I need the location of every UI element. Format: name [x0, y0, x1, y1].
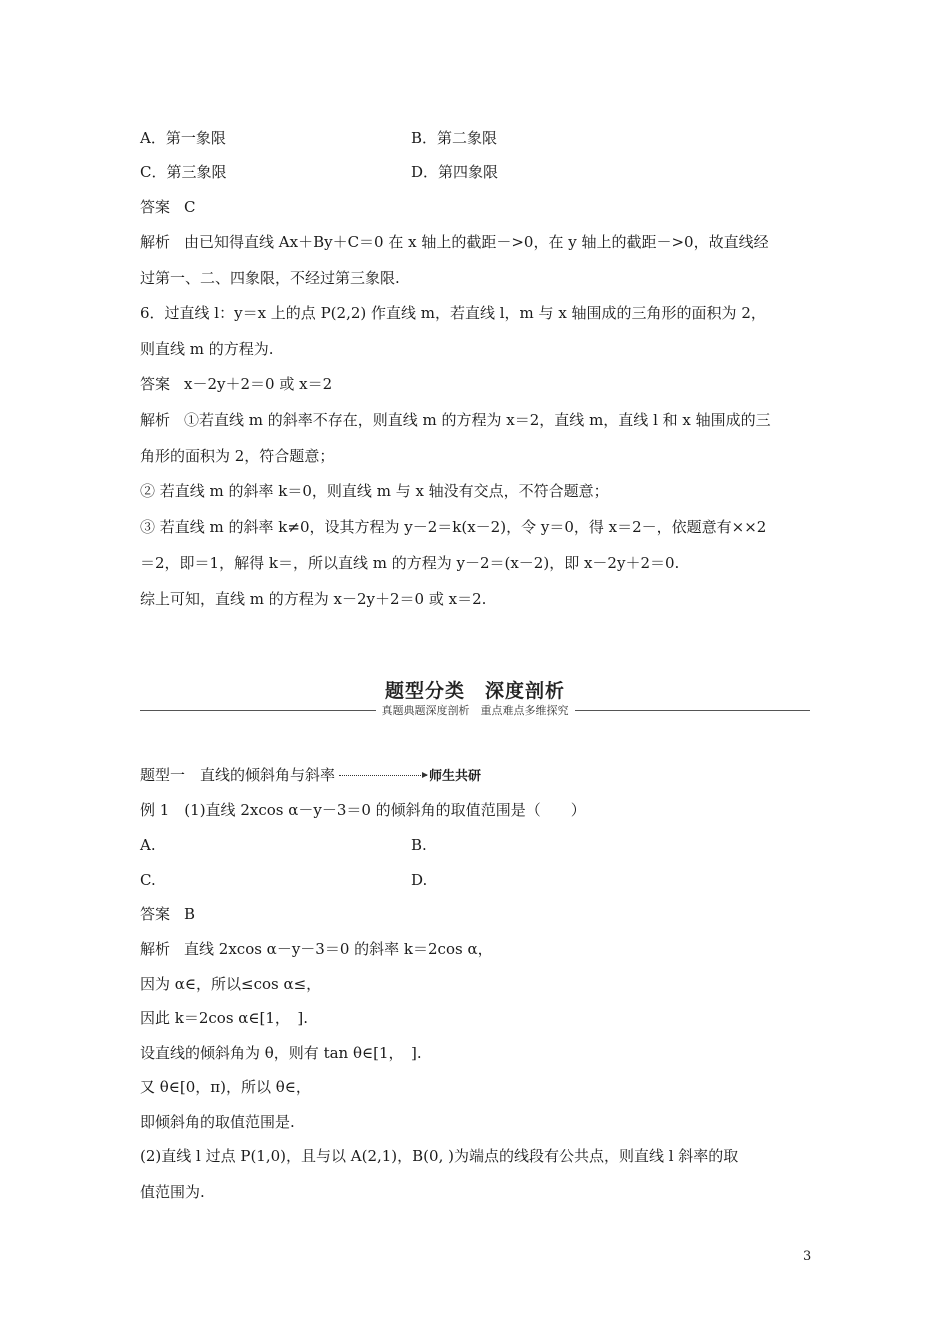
- ex1-option-a: A.: [140, 836, 156, 854]
- q6-analysis-line-3: ② 若直线 m 的斜率 k＝0，则直线 m 与 x 轴没有交点，不符合题意；: [140, 482, 609, 500]
- analysis-label: 解析: [140, 233, 171, 251]
- ex1-part2-line-1: (2)直线 l 过点 P(1,0)，且与以 A(2,1)，B(0, )为端点的线段有公共点，则直线 l 斜率的取: [140, 1147, 739, 1165]
- q5-option-d: D．第四象限: [411, 163, 499, 181]
- q6-analysis-line-5: ＝2，即＝1，解得 k＝，所以直线 m 的方程为 y－2＝(x－2)，即 x－2y＋2＝0.: [140, 554, 680, 572]
- analysis-text: 由已知得直线 Ax＋By＋C＝0 在 x 轴上的截距－>0，在 y 轴上的截距－>0，故直线经: [184, 233, 769, 251]
- q6-answer: [140, 374, 332, 394]
- ex1-analysis-line-2: 因为 α∈，所以≤cos α≤，: [140, 975, 322, 993]
- ex1-answer: [140, 904, 195, 924]
- answer-label: 答案: [140, 905, 171, 923]
- type1-heading: [140, 765, 481, 787]
- q6-analysis-line-1: [140, 410, 771, 430]
- q6-stem-line-1: 6．过直线 l：y＝x 上的点 P(2,2) 作直线 m，若直线 l，m 与 x 轴围成的三角形的面积为 2，: [140, 304, 766, 322]
- q6-analysis-line-2: 角形的面积为 2，符合题意；: [140, 447, 335, 465]
- ex1-analysis-line-1: [140, 939, 493, 959]
- ex1-analysis-line-3: 因此 k＝2cos α∈[1， ].: [140, 1009, 309, 1027]
- section-subtitle: [0, 702, 950, 718]
- q6-analysis-line-6: 综上可知，直线 m 的方程为 x－2y＋2＝0 或 x＝2.: [140, 590, 487, 608]
- section-title: 题型分类 深度剖析: [384, 680, 565, 702]
- q5-answer: [140, 197, 196, 217]
- q6-stem-line-2: 则直线 m 的方程为.: [140, 340, 274, 358]
- analysis-text: ①若直线 m 的斜率不存在，则直线 m 的方程为 x＝2，直线 m，直线 l 和 x 轴围成的三: [184, 411, 771, 429]
- section-subtitle-text: 真题典题深度剖析 重点难点多维探究: [376, 704, 575, 717]
- q5-option-c: C．第三象限: [140, 163, 227, 181]
- answer-value: C: [184, 198, 196, 216]
- analysis-label: 解析: [140, 940, 171, 958]
- type1-heading-text: 题型一 直线的倾斜角与斜率: [140, 766, 336, 784]
- page-number: 3: [803, 1249, 812, 1264]
- q5-option-a: A．第一象限: [140, 129, 226, 147]
- answer-value: x－2y＋2＝0 或 x＝2: [184, 375, 333, 393]
- ex1-option-b: B.: [411, 836, 427, 854]
- example1-stem: 例 1 (1)直线 2xcos α－y－3＝0 的倾斜角的取值范围是（ ）: [140, 801, 586, 819]
- ex1-analysis-line-4: 设直线的倾斜角为 θ，则有 tan θ∈[1， ].: [140, 1044, 422, 1062]
- answer-value: B: [184, 905, 196, 923]
- ex1-option-c: C.: [140, 871, 156, 889]
- analysis-text: 直线 2xcos α－y－3＝0 的斜率 k＝2cos α，: [184, 940, 493, 958]
- answer-label: 答案: [140, 375, 171, 393]
- analysis-label: 解析: [140, 411, 171, 429]
- q5-analysis-line-1: [140, 232, 769, 252]
- ex1-part2-line-2: 值范围为.: [140, 1183, 205, 1201]
- ex1-analysis-line-6: 即倾斜角的取值范围是.: [140, 1113, 295, 1131]
- ex1-option-d: D.: [411, 871, 428, 889]
- q6-analysis-line-4: ③ 若直线 m 的斜率 k≠0，设其方程为 y－2＝k(x－2)，令 y＝0，得 x＝2－，依题意有××2: [140, 518, 767, 536]
- type1-tag: 师生共研: [429, 769, 482, 784]
- q5-analysis-line-2: 过第一、二、四象限，不经过第三象限.: [140, 269, 400, 287]
- arrow-icon: [339, 775, 427, 777]
- ex1-analysis-line-5: 又 θ∈[0，π)，所以 θ∈，: [140, 1078, 311, 1096]
- q5-option-b: B．第二象限: [411, 129, 498, 147]
- answer-label: 答案: [140, 198, 171, 216]
